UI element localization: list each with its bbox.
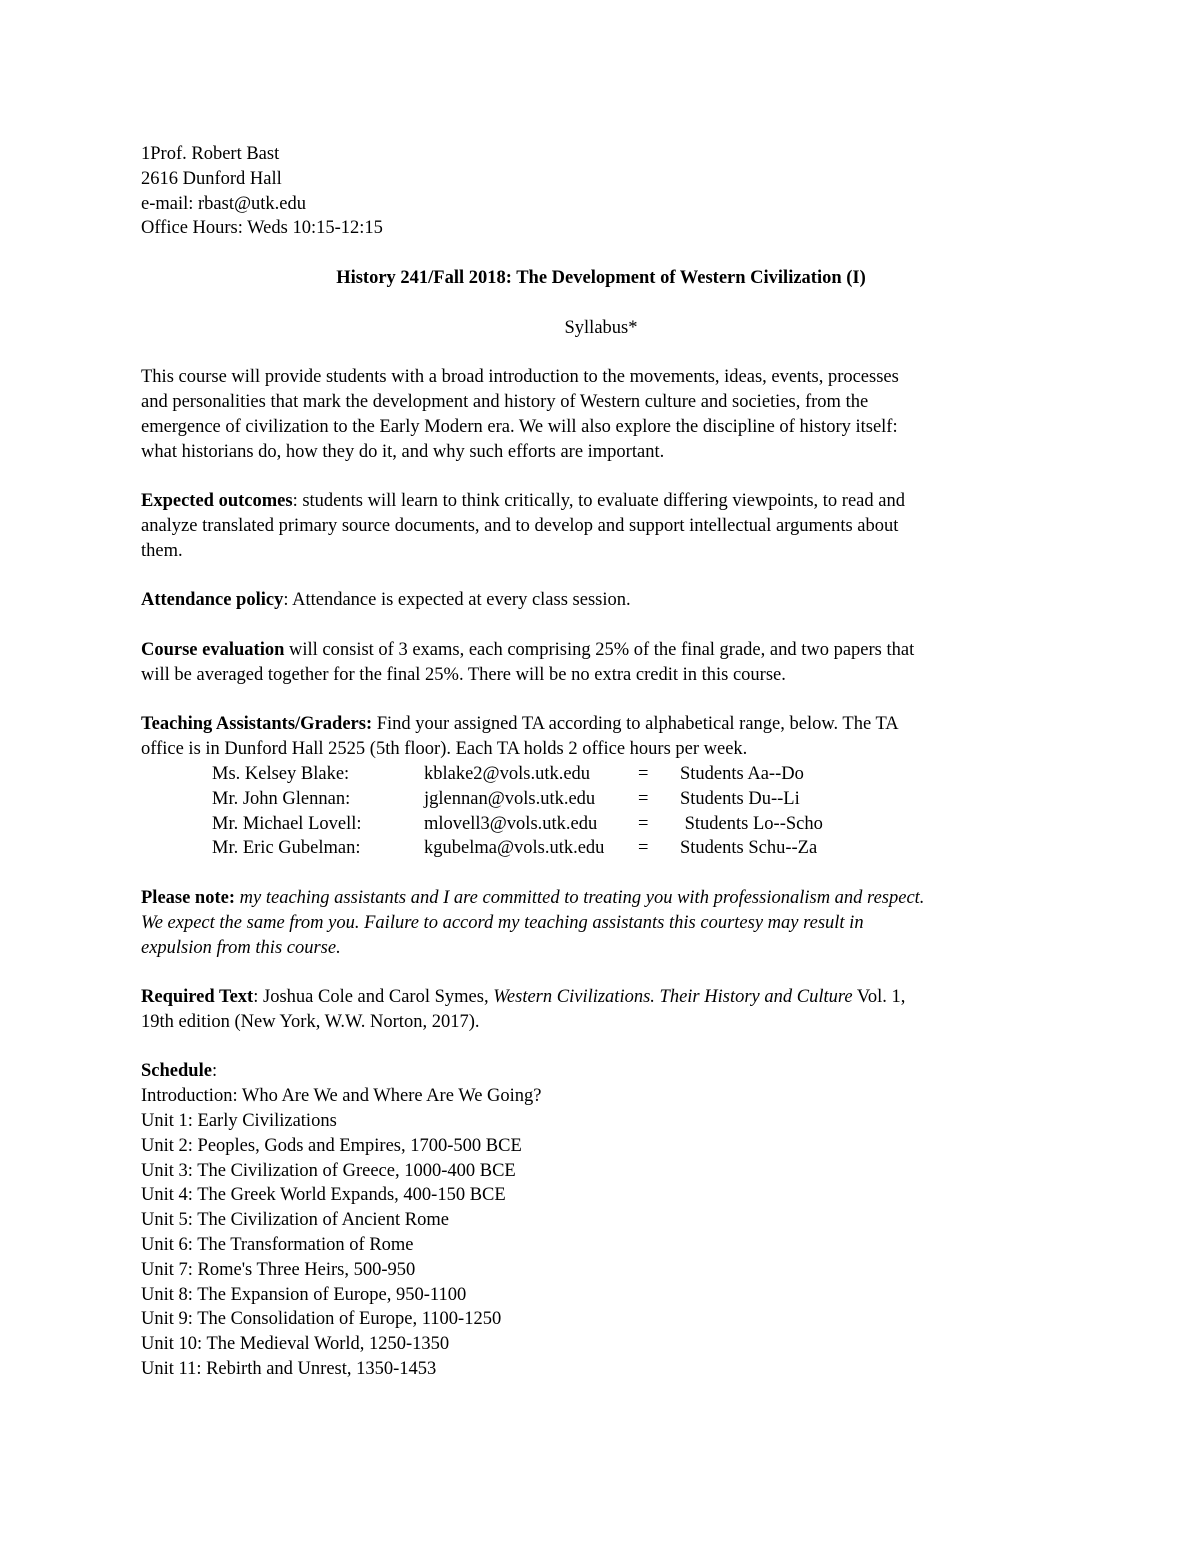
note-text: We expect the same from you. Failure to accord my teaching assistants this courtesy may result in xyxy=(141,912,864,933)
course-title xyxy=(141,266,1061,291)
ta-name: Mr. Michael Lovell: xyxy=(212,813,362,834)
ta-text: Find your assigned TA according to alphabetical range, below. The TA xyxy=(372,714,899,735)
page-number: 1 xyxy=(141,144,151,164)
schedule-heading xyxy=(141,1059,1061,1084)
schedule-item: Unit 7: Rome's Three Heirs, 500-950 xyxy=(141,1259,416,1280)
note-text: expulsion from this course. xyxy=(141,937,341,958)
required-book-title: Western Civilizations. Their History and Culture xyxy=(493,987,853,1008)
ta-equals: = xyxy=(638,788,649,809)
outcomes-label: Expected outcomes xyxy=(141,491,293,512)
evaluation-paragraph xyxy=(141,638,1061,688)
required-text-line xyxy=(141,985,1061,1010)
schedule-item: Unit 6: The Transformation of Rome xyxy=(141,1235,414,1256)
ta-range: Students Aa--Do xyxy=(680,763,804,784)
outcomes-text: : students will learn to think critically, to evaluate differing viewpoints, to read and xyxy=(292,491,905,512)
note-text: my teaching assistants and I are committed to treating you with professionalism and respect. xyxy=(235,887,925,908)
syllabus-subtitle: Syllabus* xyxy=(564,317,638,338)
intro-line: what historians do, how they do it, and why such efforts are important. xyxy=(141,441,665,462)
intro-paragraph xyxy=(141,365,1061,464)
ta-row xyxy=(141,762,1061,787)
attendance-label: Attendance policy xyxy=(141,590,284,611)
outcomes-paragraph xyxy=(141,489,1061,563)
course-title-text: History 241/Fall 2018: The Development of Western Civilization (I) xyxy=(336,267,866,288)
ta-email: kblake2@vols.utk.edu xyxy=(424,763,591,784)
evaluation-line xyxy=(141,638,1061,663)
ta-row xyxy=(141,787,1061,812)
instructor-name: Prof. Robert Bast xyxy=(150,144,280,164)
ta-line xyxy=(141,712,1061,737)
outcomes-line xyxy=(141,489,1061,514)
ta-range: Students Du--Li xyxy=(680,788,800,809)
required-text-line: 19th edition (New York, W.W. Norton, 2017). xyxy=(141,1011,480,1032)
outcomes-line: them. xyxy=(141,540,183,561)
ta-row xyxy=(141,836,1061,861)
ta-equals: = xyxy=(638,838,649,859)
evaluation-text: will consist of 3 exams, each comprising 25% of the final grade, and two papers that xyxy=(284,639,915,660)
intro-line: This course will provide students with a broad introduction to the movements, ideas, events, processes xyxy=(141,367,899,388)
syllabus-page xyxy=(141,142,1061,1382)
intro-line: and personalities that mark the development and history of Western culture and societies, from the xyxy=(141,391,869,412)
schedule-item: Unit 2: Peoples, Gods and Empires, 1700-500 BCE xyxy=(141,1135,522,1156)
ta-paragraph xyxy=(141,712,1061,861)
ta-email: jglennan@vols.utk.edu xyxy=(424,788,596,809)
schedule-colon: : xyxy=(211,1061,218,1082)
instructor-name-line xyxy=(141,142,1061,167)
note-paragraph xyxy=(141,886,1061,960)
schedule-label: Schedule xyxy=(141,1061,212,1082)
attendance-text: : Attendance is expected at every class session. xyxy=(283,590,631,611)
note-label: Please note: xyxy=(141,887,236,908)
schedule-item: Unit 4: The Greek World Expands, 400-150 BCE xyxy=(141,1185,506,1206)
intro-line: emergence of civilization to the Early Modern era. We will also explore the discipline of history itself: xyxy=(141,416,898,437)
instructor-email: e-mail: rbast@utk.edu xyxy=(141,193,306,214)
schedule-section xyxy=(141,1059,1061,1381)
schedule-item: Introduction: Who Are We and Where Are We Going? xyxy=(141,1086,542,1107)
ta-range: Students Lo--Scho xyxy=(680,813,823,834)
schedule-item: Unit 10: The Medieval World, 1250-1350 xyxy=(141,1334,450,1355)
schedule-item: Unit 8: The Expansion of Europe, 950-1100 xyxy=(141,1284,467,1305)
ta-line: office is in Dunford Hall 2525 (5th floor). Each TA holds 2 office hours per week. xyxy=(141,739,748,760)
required-text-paragraph xyxy=(141,985,1061,1035)
note-line xyxy=(141,886,1061,911)
schedule-item: Unit 3: The Civilization of Greece, 1000-400 BCE xyxy=(141,1160,516,1181)
note-line xyxy=(141,936,1061,961)
required-text-label: Required Text xyxy=(141,987,254,1008)
ta-range: Students Schu--Za xyxy=(680,838,818,859)
schedule-item: Unit 11: Rebirth and Unrest, 1350-1453 xyxy=(141,1359,437,1380)
ta-email: mlovell3@vols.utk.edu xyxy=(424,813,598,834)
instructor-office-hours: Office Hours: Weds 10:15-12:15 xyxy=(141,218,383,239)
required-text-suffix: Vol. 1, xyxy=(852,987,906,1008)
ta-name: Mr. Eric Gubelman: xyxy=(212,838,361,859)
outcomes-line: analyze translated primary source documents, and to develop and support intellectual arguments about xyxy=(141,515,899,536)
ta-row xyxy=(141,812,1061,837)
ta-equals: = xyxy=(638,763,649,784)
attendance-paragraph xyxy=(141,588,1061,613)
ta-equals: = xyxy=(638,813,649,834)
required-text-prefix: : Joshua Cole and Carol Symes, xyxy=(253,987,494,1008)
ta-name: Ms. Kelsey Blake: xyxy=(212,763,350,784)
schedule-item: Unit 5: The Civilization of Ancient Rome xyxy=(141,1210,449,1231)
ta-name: Mr. John Glennan: xyxy=(212,788,351,809)
instructor-office: 2616 Dunford Hall xyxy=(141,168,282,189)
schedule-item: Unit 1: Early Civilizations xyxy=(141,1111,337,1132)
ta-email: kgubelma@vols.utk.edu xyxy=(424,838,605,859)
note-line xyxy=(141,911,1061,936)
evaluation-line: will be averaged together for the final 25%. There will be no extra credit in this course. xyxy=(141,664,786,685)
instructor-block xyxy=(141,142,1061,241)
schedule-item: Unit 9: The Consolidation of Europe, 1100-1250 xyxy=(141,1309,502,1330)
attendance-line xyxy=(141,588,1061,613)
evaluation-label: Course evaluation xyxy=(141,639,285,660)
ta-label: Teaching Assistants/Graders: xyxy=(141,714,373,735)
